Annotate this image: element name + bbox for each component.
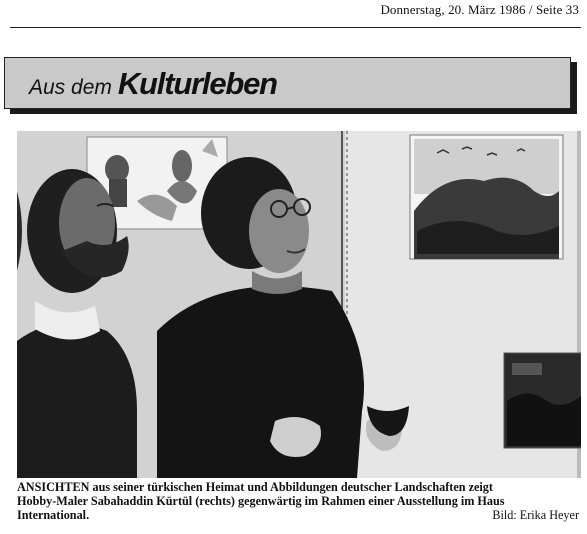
dateline: Donnerstag, 20. März 1986 / Seite 33: [380, 2, 579, 17]
banner-box: [4, 57, 571, 109]
caption-line-2: Hobby-Maler Sabahaddin Kürtül (rechts) gegenwärtig im Rahmen einer Ausstellung im Haus: [17, 494, 505, 508]
caption-line-3: International.: [17, 508, 90, 522]
painting-dark: [504, 353, 581, 448]
caption-line-1: [17, 480, 581, 494]
section-title-main: Kulturleben: [117, 66, 277, 101]
news-photo: [17, 131, 581, 478]
section-title: [29, 66, 277, 102]
header-rule: [10, 27, 581, 28]
photo-illustration: [17, 131, 581, 478]
photo-credit: Bild: Erika Heyer: [492, 508, 579, 522]
photo-caption: [17, 480, 581, 522]
section-banner: [4, 57, 573, 112]
section-title-prefix: Aus dem: [29, 76, 112, 99]
painting-landscape: [410, 135, 563, 259]
caption-line-1-text: aus seiner türkischen Heimat und Abbildungen deutscher Landschaften zeigt: [89, 480, 493, 494]
caption-lead: ANSICHTEN: [17, 480, 90, 494]
